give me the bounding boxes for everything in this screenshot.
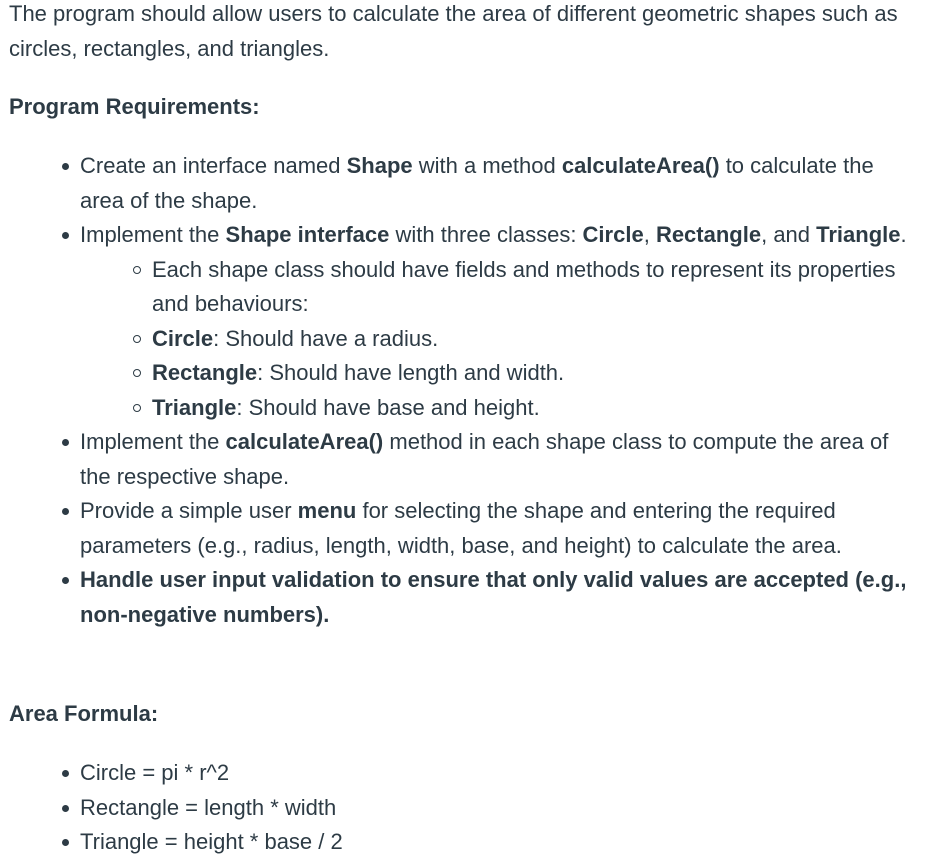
sublist-item	[152, 253, 910, 322]
item-bold-text: Circle	[152, 325, 214, 351]
formula-item-rectangle: Rectangle = length * width	[80, 791, 910, 826]
item-bold-text: Shape interface	[225, 222, 390, 247]
item-text: Each shape class should have fields and methods to represent its properties and behaviours:	[152, 256, 896, 316]
formula-item-triangle: Triangle = height * base / 2	[80, 825, 910, 860]
formula-item-circle: Circle = pi * r^2	[80, 756, 910, 791]
item-bold-text: Rectangle	[152, 360, 258, 385]
item-text: Create an interface named	[80, 153, 347, 178]
requirements-heading: Program Requirements:	[9, 94, 260, 119]
item-text: .	[900, 222, 907, 247]
intro-paragraph: The program should allow users to calculate the area of different geometric shapes such as circles, rectangles, and triangles.	[9, 1, 898, 61]
item-text: Implement the	[80, 222, 226, 247]
item-text: to calculate the area of the shape.	[80, 153, 874, 213]
item-text: , and	[761, 222, 817, 247]
item-bold-text: Rectangle	[655, 222, 762, 247]
sublist-item	[152, 391, 910, 426]
item-bold-text: calculateArea()	[561, 153, 720, 178]
list-item	[80, 425, 910, 494]
item-text: Implement the	[80, 429, 226, 454]
item-bold-text: Triangle	[152, 394, 237, 420]
item-bold-text: menu	[297, 498, 357, 523]
list-item	[80, 494, 910, 563]
item-bold-text: Circle	[582, 222, 644, 247]
item-text: : Should have base and height.	[236, 394, 540, 420]
shape-classes-sublist	[152, 253, 910, 426]
list-item	[80, 218, 910, 425]
item-text: for selecting the shape and entering the required parameters (e.g., radius, length, width, base, and height) to calculate the area.	[80, 498, 842, 558]
item-text: ,	[643, 222, 656, 247]
sublist-item	[152, 356, 910, 391]
item-text: with a method	[412, 153, 562, 178]
formula-list	[80, 756, 910, 860]
sublist-item	[152, 322, 910, 357]
item-text: : Should have length and width.	[257, 360, 565, 385]
requirements-list	[80, 149, 910, 632]
list-item: Handle user input validation to ensure that only valid values are accepted (e.g., non-negative numbers).	[80, 563, 910, 632]
item-text: : Should have a radius.	[213, 325, 439, 351]
area-formula-heading: Area Formula:	[9, 701, 159, 726]
item-text: method in each shape class to compute the area of the respective shape.	[80, 429, 889, 489]
item-bold-text: calculateArea()	[225, 429, 384, 454]
item-bold-text: Triangle	[816, 222, 901, 247]
item-text: with three classes:	[389, 222, 583, 247]
item-text: Provide a simple user	[80, 498, 298, 523]
list-item	[80, 149, 910, 218]
item-bold-text: Shape	[346, 153, 413, 178]
